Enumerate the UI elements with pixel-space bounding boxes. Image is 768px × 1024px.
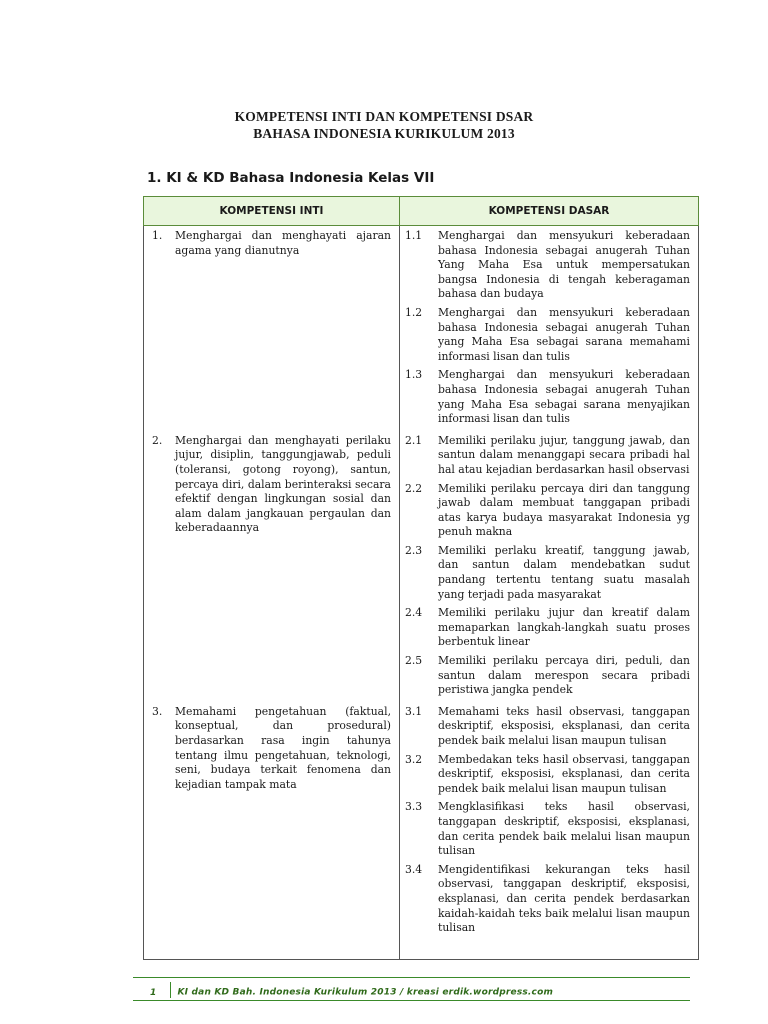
kd-item bbox=[400, 544, 698, 602]
kd-number: 2.1 bbox=[405, 433, 423, 447]
page-number: 1 bbox=[150, 987, 157, 998]
table-row bbox=[144, 431, 699, 702]
ki-cell bbox=[144, 702, 400, 960]
kd-item bbox=[400, 753, 698, 797]
kd-text: Membedakan teks hasil observasi, tanggapan deskriptif, eksposisi, eksplanasi, dan cerita pendek baik melalui lisan maupun tulisan bbox=[438, 752, 690, 795]
kd-number: 2.2 bbox=[405, 481, 423, 495]
kd-number: 1.2 bbox=[405, 305, 423, 319]
kd-text: Memiliki perilaku jujur dan kreatif dalam memaparkan langkah-langkah suatu proses berbentuk linear bbox=[438, 606, 690, 649]
footer-rule-top bbox=[133, 977, 690, 978]
footer-rule-bottom bbox=[133, 1000, 690, 1001]
kd-text: Menghargai dan mensyukuri keberadaan bahasa Indonesia sebagai anugerah Tuhan yang Maha Esa sebagai sarana memahami informasi lisan dan tulis bbox=[438, 305, 690, 363]
document-title-line-1: KOMPETENSI INTI DAN KOMPETENSI DSAR bbox=[234, 109, 534, 124]
kd-text: Memiliki perilaku jujur, tanggung jawab, dan santun dalam menanggapi secara pribadi hal hal atau kejadian berdasarkan hasil observasi bbox=[438, 433, 690, 476]
header-kompetensi-dasar: KOMPETENSI DASAR bbox=[400, 197, 699, 226]
kd-item bbox=[400, 482, 698, 540]
ki-number: 2. bbox=[152, 433, 163, 447]
kd-number: 2.5 bbox=[405, 654, 423, 668]
kd-text: Mengklasifikasi teks hasil observasi, tanggapan deskriptif, eksposisi, eksplanasi, dan cerita pendek baik melalui lisan maupun tulisan bbox=[438, 800, 690, 858]
kd-item bbox=[400, 431, 698, 478]
kd-cell bbox=[400, 226, 699, 431]
ki-cell bbox=[144, 226, 400, 431]
table-header-row bbox=[144, 197, 699, 226]
ki-number: 1. bbox=[152, 229, 163, 242]
kd-item bbox=[400, 306, 698, 364]
ki-text: Menghargai dan menghayati perilaku jujur, disiplin, tanggungjawab, peduli (toleransi, gotong royong), santun, percaya diri, dalam berinteraksi secara efektif dengan lingkungan sosial dan alam dalam jangkauan pergaulan dan keberadaannya bbox=[175, 433, 391, 535]
kd-item bbox=[400, 800, 698, 858]
kd-item bbox=[400, 702, 698, 749]
kd-item bbox=[400, 654, 698, 698]
kd-number: 1.1 bbox=[405, 229, 423, 242]
header-kompetensi-inti: KOMPETENSI INTI bbox=[144, 197, 400, 226]
kd-cell bbox=[400, 702, 699, 960]
kd-item bbox=[400, 368, 698, 426]
kd-number: 3.1 bbox=[405, 704, 423, 718]
kd-number: 3.4 bbox=[405, 862, 423, 876]
kd-cell bbox=[400, 431, 699, 702]
ki-number: 3. bbox=[152, 704, 163, 718]
kd-number: 2.4 bbox=[405, 606, 423, 620]
kd-number: 1.3 bbox=[405, 368, 423, 382]
competency-table bbox=[143, 196, 699, 960]
document-title-line-2: BAHASA INDONESIA KURIKULUM 2013 bbox=[253, 126, 515, 141]
ki-text: Menghargai dan menghayati ajaran agama yang dianutnya bbox=[175, 229, 391, 257]
kd-text: Menghargai dan mensyukuri keberadaan bahasa Indonesia sebagai anugerah Tuhan Yang Maha Esa untuk mempersatukan bangsa Indonesia di tengah keberagaman bahasa dan budaya bbox=[438, 229, 690, 301]
kd-text: Memiliki perilaku percaya diri dan tanggung jawab dalam membuat tanggapan pribadi atas karya budaya masyarakat Indonesia yg penuh makna bbox=[438, 481, 690, 539]
kd-text: Memahami teks hasil observasi, tanggapan deskriptif, eksposisi, eksplanasi, dan cerita pendek baik melalui lisan maupun tulisan bbox=[438, 704, 690, 747]
kd-number: 2.3 bbox=[405, 543, 423, 557]
kd-text: Memiliki perilaku percaya diri, peduli, dan santun dalam merespon secara pribadi peristiwa jangka pendek bbox=[438, 654, 690, 697]
kd-item bbox=[400, 226, 698, 302]
kd-text: Mengidentifikasi kekurangan teks hasil observasi, tanggapan deskriptif, eksposisi, eksplanasi, dan cerita pendek berdasarkan kaidah-kaidah teks baik melalui lisan maupun tulisan bbox=[438, 862, 690, 935]
table-row bbox=[144, 702, 699, 960]
footer-separator bbox=[170, 982, 171, 998]
section-heading: 1. KI & KD Bahasa Indonesia Kelas VII bbox=[147, 170, 435, 186]
kd-number: 3.2 bbox=[405, 752, 423, 766]
ki-text: Memahami pengetahuan (faktual, konseptual, dan prosedural) berdasarkan rasa ingin tahunya tentang ilmu pengetahuan, teknologi, seni, budaya terkait fenomena dan kejadian tampak mata bbox=[175, 704, 391, 791]
kd-text: Menghargai dan mensyukuri keberadaan bahasa Indonesia sebagai anugerah Tuhan yang Maha Esa sebagai sarana menyajikan informasi lisan dan tulis bbox=[438, 368, 690, 426]
footer-text: KI dan KD Bah. Indonesia Kurikulum 2013 / kreasi erdik.wordpress.com bbox=[177, 987, 554, 998]
kd-text: Memiliki perlaku kreatif, tanggung jawab, dan santun dalam mendebatkan sudut pandang tertentu tentang suatu masalah yang terjadi pada masyarakat bbox=[438, 543, 690, 601]
page-footer bbox=[150, 984, 553, 1000]
kd-item bbox=[400, 606, 698, 650]
table-row bbox=[144, 226, 699, 431]
ki-cell bbox=[144, 431, 400, 702]
kd-number: 3.3 bbox=[405, 800, 423, 814]
kd-item bbox=[400, 863, 698, 936]
